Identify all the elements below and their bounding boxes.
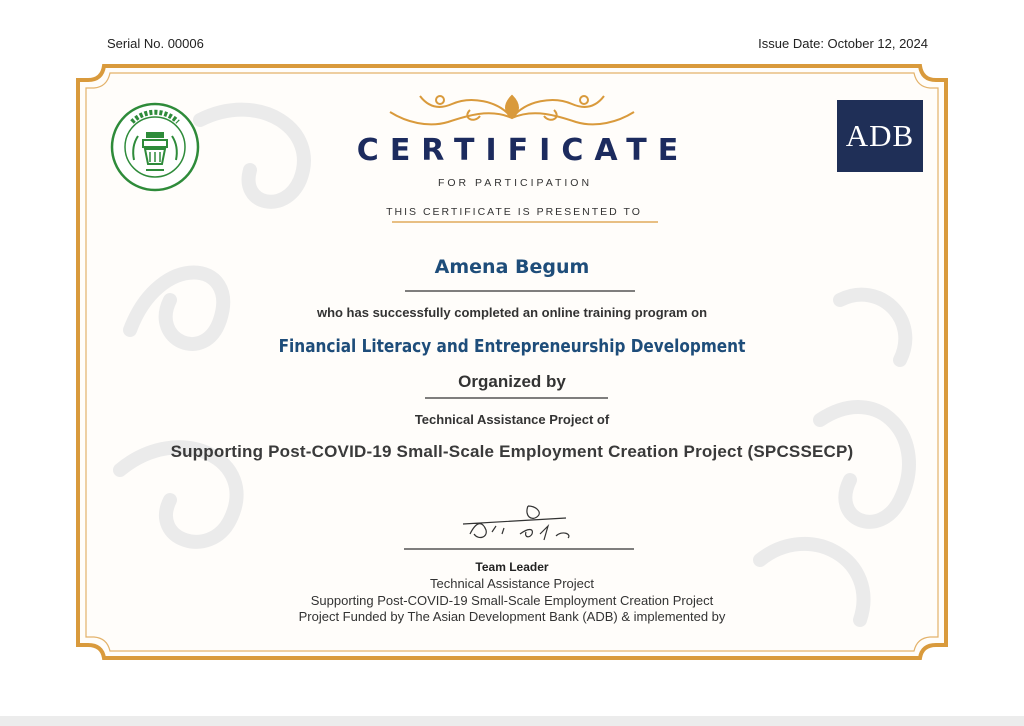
certificate-title: CERTIFICATE: [356, 133, 690, 168]
team-leader-title: Team Leader: [475, 560, 549, 574]
completion-statement: who has successfully completed an online training program on: [316, 305, 708, 320]
signatory-line-3: Project Funded by The Asian Development Bank (ADB) & implemented by: [298, 609, 726, 624]
recipient-name: Amena Begum: [434, 256, 590, 278]
signatory-line-2: Supporting Post-COVID-19 Small-Scale Employment Creation Project: [310, 593, 714, 608]
program-name: Financial Literacy and Entrepreneurship Development: [278, 336, 746, 357]
technical-assistance-text: Technical Assistance Project of: [414, 412, 610, 427]
issue-date: Issue Date: October 12, 2024: [758, 36, 928, 51]
organized-by-heading: Organized by: [458, 372, 566, 391]
certificate-subtitle: FOR PARTICIPATION: [437, 177, 593, 189]
presented-to-text: THIS CERTIFICATE IS PRESENTED TO: [386, 206, 642, 218]
signatory-line-1: Technical Assistance Project: [429, 576, 595, 591]
project-name: Supporting Post-COVID-19 Small-Scale Employment Creation Project (SPCSSECP): [170, 442, 854, 461]
serial-number: Serial No. 00006: [107, 36, 204, 51]
adb-logo: ADB: [837, 100, 923, 172]
